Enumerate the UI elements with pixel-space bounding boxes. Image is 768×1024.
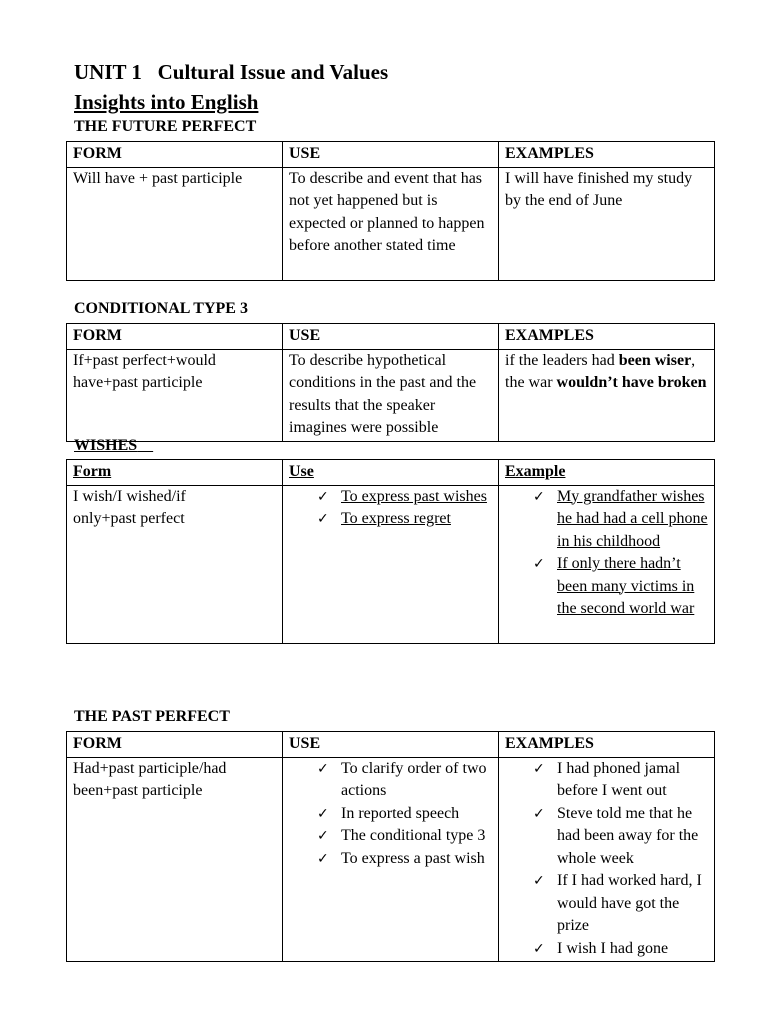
table-row: [67, 757, 715, 962]
table-row: [67, 485, 715, 643]
page-subtitle: Insights into English: [74, 90, 259, 114]
checkmark-list-item: [505, 553, 709, 621]
column-header-use: USE: [283, 324, 499, 350]
example-emphasis: wouldn’t have broken: [556, 374, 707, 391]
column-header-use: Use: [283, 460, 499, 486]
form-cell: [67, 485, 283, 643]
use-cell: [283, 485, 499, 643]
column-header-example: Example: [499, 460, 715, 486]
column-header-use: USE: [283, 142, 499, 168]
example-cell: [499, 349, 715, 441]
column-header-examples: EXAMPLES: [499, 732, 715, 758]
column-header-form: FORM: [67, 142, 283, 168]
conditional-type-3-table: [66, 323, 715, 442]
example-cell: I will have finished my study by the end of June: [499, 167, 715, 280]
checkmark-list-item: ✓ If I had worked hard, I would have got the prize: [505, 870, 709, 938]
past-perfect-title: THE PAST PERFECT: [74, 708, 230, 725]
use-list: [289, 758, 493, 871]
form-cell: Will have + past participle: [67, 167, 283, 280]
table-header-row: [67, 732, 715, 758]
example-text: , the war: [505, 351, 696, 391]
wishes-title-text: WISHES: [74, 437, 138, 454]
checkmark-list-item: ✓ To clarify order of two actions: [289, 758, 493, 803]
table-header-row: [67, 460, 715, 486]
future-perfect-title: THE FUTURE PERFECT: [74, 118, 257, 135]
form-cell: [67, 757, 283, 962]
checkmark-list-item: ✓ I had phoned jamal before I went out: [505, 758, 709, 803]
example-text: if the leaders had: [505, 351, 619, 369]
table-row: [67, 167, 715, 280]
column-header-form: FORM: [67, 732, 283, 758]
future-perfect-table: [66, 141, 715, 281]
table-header-row: [67, 324, 715, 350]
use-item-text: To express past wishes: [341, 487, 487, 505]
column-header-form: FORM: [67, 324, 283, 350]
checkmark-list-item: ✓ I wish I had gone: [505, 938, 709, 961]
wishes-title: [74, 437, 153, 455]
use-list: [289, 486, 493, 531]
example-emphasis: been wiser: [618, 351, 692, 369]
column-header-examples: EXAMPLES: [499, 324, 715, 350]
column-header-examples: EXAMPLES: [499, 142, 715, 168]
table-row: [67, 349, 715, 441]
column-header-use: USE: [283, 732, 499, 758]
example-cell: [499, 485, 715, 643]
example-cell: [499, 757, 715, 962]
use-cell: To describe and event that has not yet happened but is expected or planned to happen before another stated time: [283, 167, 499, 280]
wishes-table: [66, 459, 715, 644]
column-header-form: Form: [67, 460, 283, 486]
example-list: [505, 486, 709, 621]
example-item-text: My grandfather wishes he had had a cell phone in his childhood: [557, 487, 708, 550]
use-item-text: To express regret: [341, 510, 451, 527]
form-text: Had+past participle/had been+past participle: [73, 759, 227, 799]
example-item-text: If only there hadn’t been many victims in the second world war: [557, 555, 695, 617]
example-list: [505, 758, 709, 961]
checkmark-list-item: [505, 486, 709, 554]
form-text: I wish/I wished/if only+past perfect: [73, 487, 186, 527]
title-underline: [137, 437, 153, 454]
use-cell: [283, 757, 499, 962]
checkmark-list-item: ✓ The conditional type 3: [289, 825, 493, 848]
form-cell: If+past perfect+would have+past participle: [67, 349, 283, 441]
checkmark-list-item: [289, 486, 493, 509]
table-header-row: [67, 142, 715, 168]
checkmark-list-item: ✓ Steve told me that he had been away for the whole week: [505, 803, 709, 871]
unit-title: UNIT 1 Cultural Issue and Values: [74, 60, 389, 84]
use-cell: To describe hypothetical conditions in the past and the results that the speaker imagines were possible: [283, 349, 499, 441]
past-perfect-table: [66, 731, 715, 962]
checkmark-list-item: [289, 508, 493, 531]
conditional-type-3-title: CONDITIONAL TYPE 3: [74, 300, 248, 317]
checkmark-list-item: ✓ To express a past wish: [289, 848, 493, 871]
checkmark-list-item: ✓ In reported speech: [289, 803, 493, 826]
